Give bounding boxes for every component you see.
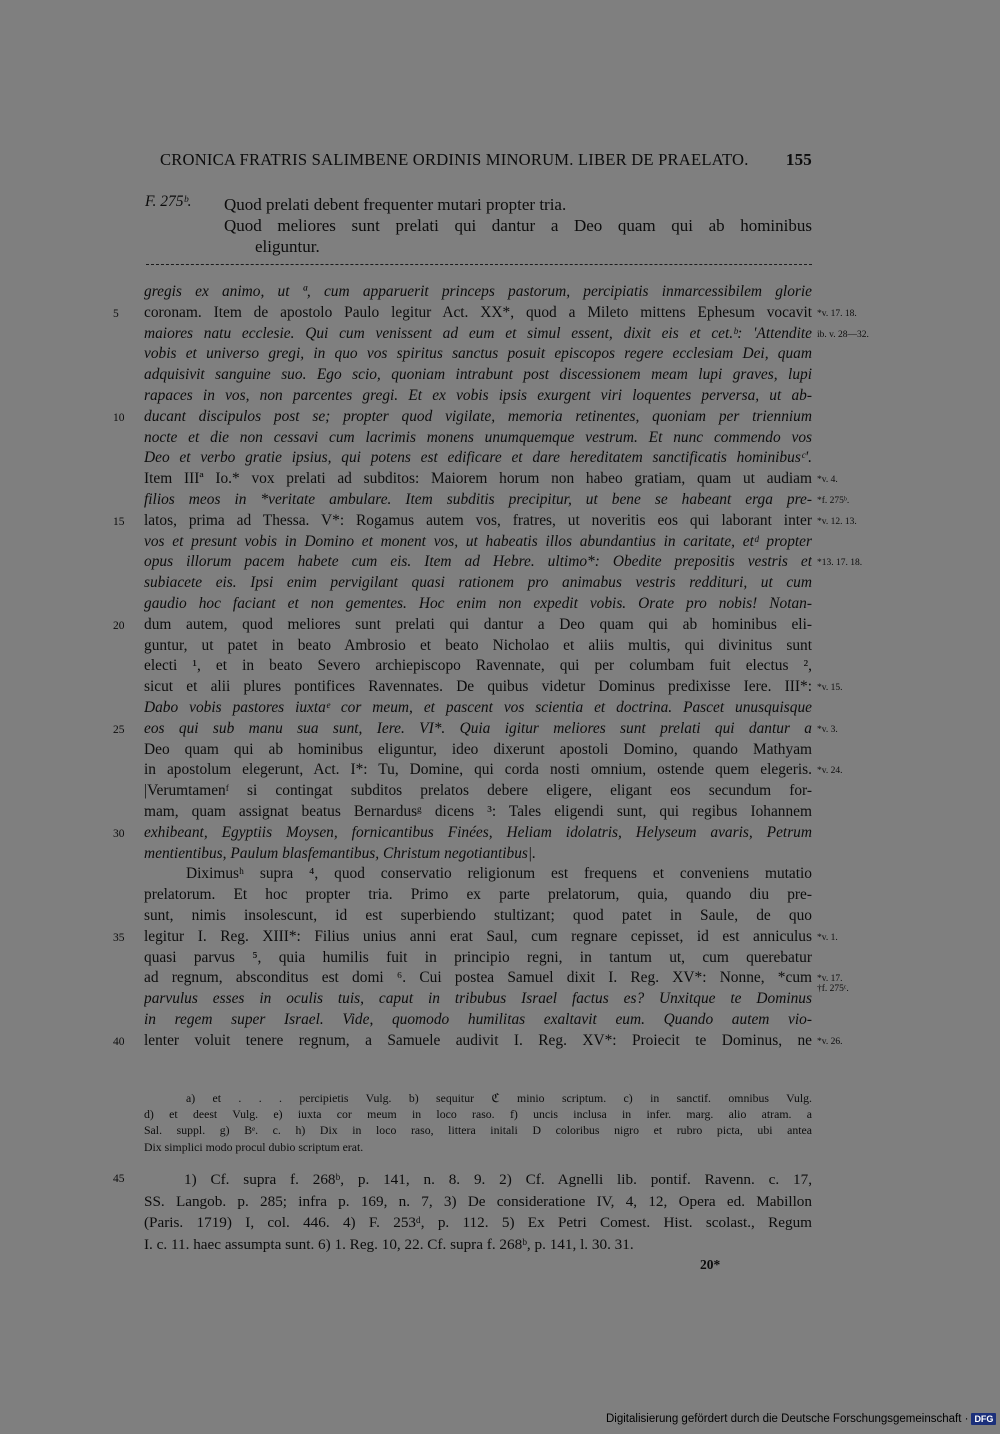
text-line: vobis et universo gregi, in quo vos spiritus sanctus posuit episcopos regere ecclesiam Dei, quam: [144, 345, 812, 363]
critical-apparatus: [144, 1090, 812, 1155]
footnote-line: 1) Cf. supra f. 268ᵇ, p. 141, n. 8. 9. 2) Cf. Agnelli lib. pontif. Ravenn. c. 17,: [184, 1171, 812, 1188]
text-line: Item IIIª Io.* vox prelati ad subditos: Maiorem horum non habeo gratiam, quam ut audiam: [144, 470, 812, 488]
text-line: mentientibus, Paulum blasfemantibus, Christum negotiantibus|.: [144, 844, 536, 862]
text-line: Deo quam qui ab hominibus eliguntur, ideo dixerunt apostoli Domino, quando Mathyam: [144, 740, 812, 758]
running-header: [160, 150, 812, 170]
text-line: nocte et die non cessavi cum lacrimis monens unumquemque vestrum. Et nunc commendo vos: [144, 428, 812, 446]
text-line: sicut et alii plures pontifices Ravennates. De quibus videtur Dominus predixisse Iere. III*:: [144, 678, 812, 696]
margin-note: ib. v. 28—32.: [817, 329, 869, 340]
apparatus-line: Sal. suppl. g) Bᵉ. c. h) Dix in loco raso, littera initali D coloribus nigro et rubro picta, ubi antea: [144, 1123, 812, 1138]
text-line: latos, prima ad Thessa. V*: Rogamus autem vos, fratres, ut noveritis eos qui laborant inter: [144, 511, 812, 529]
margin-note: *v. 15.: [817, 683, 843, 694]
line-number: 5: [113, 307, 119, 320]
text-line: Diximusʰ supra ⁴, quod conservatio religionum est frequens et conveniens mutatio: [186, 865, 812, 883]
text-line: adquisivit sanguine suo. Ego scio, quoniam intrabunt post discessionem meam lupi graves, lupi: [144, 366, 812, 384]
margin-note: *v. 1.: [817, 932, 838, 943]
margin-note: *13. 17. 18.: [817, 558, 863, 569]
margin-note: *f. 275ᵇ.: [817, 496, 850, 506]
text-line: prelatorum. Et hoc propter tria. Primo ex parte prelatorum, quia, quando diu pre-: [144, 886, 812, 904]
footnotes: [144, 1169, 812, 1255]
text-line: opus illorum pacem habete cum eis. Item ad Hebre. ultimo*: Obedite prepositis vestris et: [144, 553, 812, 571]
text-line: electi ¹, et in beato Severo archiepiscopo Ravennate, qui per columbam fuit electus ²,: [144, 657, 812, 675]
folio-reference: F. 275ᵇ.: [145, 193, 192, 210]
text-line: gaudio hoc faciant et non gementes. Hoc enim non expedit vobis. Orate pro nobis! Notan-: [144, 594, 812, 612]
line-number: 35: [113, 931, 125, 944]
page-number: 155: [785, 150, 812, 169]
text-line: mam, quam assignat beatus Bernardusᵍ dicens ³: Tales eligendi sunt, qui regibus Iohannem: [144, 802, 812, 820]
margin-note: †f. 275ᶜ.: [817, 983, 849, 994]
text-line: gregis ex animo, ut ª, cum apparuerit princeps pastorum, percipiatis inmarcessibilem glorie: [144, 283, 812, 300]
dfg-logo: DFG: [971, 1413, 996, 1425]
text-line: rapaces in vos, non parcentes gregi. Et ex vobis ipsis exurgent viri loquentes perversa, ut ab-: [144, 386, 812, 404]
chapter-heading-line-1: Quod prelati debent frequenter mutari propter tria.: [224, 195, 567, 214]
main-text: [144, 282, 812, 1051]
text-line: parvulus esses in oculis tuis, caput in tribubus Israel factus es? Unxitque te Dominus: [144, 990, 812, 1008]
footnote-line: (Paris. 1719) I, col. 446. 4) F. 253ᵈ, p. 112. 5) Ex Petri Comest. Hist. scolast., Regum: [144, 1214, 812, 1232]
running-title: CRONICA FRATRIS SALIMBENE ORDINIS MINORUM. LIBER DE PRAELATO.: [160, 150, 749, 169]
line-number: 30: [113, 827, 125, 840]
margin-note: *v. 26.: [817, 1036, 843, 1047]
text-line: ad regnum, absconditus est domi ⁶. Cui postea Samuel dixit I. Reg. XV*: Nonne, *cum: [144, 969, 812, 987]
apparatus-line: Dix simplici modo procul dubio scriptum erat.: [144, 1139, 364, 1154]
text-line: in apostolum elegerunt, Act. I*: Tu, Domine, qui corda nosti omnium, ostende quem elegeris.: [144, 761, 812, 779]
margin-note: *v. 3.: [817, 724, 838, 735]
signature-mark: 20*: [700, 1257, 721, 1272]
text-line: vos et presunt vobis in Domino et monent vos, ut habeatis illos abundantius in caritate, etᵈ propter: [144, 532, 812, 550]
funding-footer: [606, 1413, 996, 1425]
footnote-line-number: 45: [113, 1173, 125, 1185]
footnote-line: I. c. 11. haec assumpta sunt. 6) 1. Reg. 10, 22. Cf. supra f. 268ᵇ, p. 141, l. 30. 31.: [144, 1235, 634, 1253]
text-line: sunt, nimis insolescunt, id est superbiendo stultizant; quod patet in Saule, de quo: [144, 906, 812, 924]
footnote-line: SS. Langob. p. 285; infra p. 169, n. 7, 3) De consideratione IV, 4, 12, Opera ed. Mabillon: [144, 1192, 812, 1210]
text-line: guntur, ut patet in beato Ambrosio et beato Nicholao et aliis multis, qui divinitus sunt: [144, 636, 812, 654]
text-line: Dabo vobis pastores iuxtaᵉ cor meum, et pascent vos scientia et doctrina. Pascet unusquisque: [144, 698, 812, 716]
text-line: filios meos in *veritate ambulare. Item subditis precipitur, ut bene se habeant erga pre-: [144, 490, 812, 508]
margin-note: *v. 4.: [817, 475, 838, 486]
text-line: coronam. Item de apostolo Paulo legitur Act. XX*, quod a Mileto mittens Ephesum vocavit: [144, 303, 812, 321]
text-line: ducant discipulos post se; propter quod vigilate, memoria retinentes, quoniam per triennium: [144, 407, 812, 425]
text-line: quasi parvus ⁵, quia humilis fuit in principio regni, in tantum ut, cum querebatur: [144, 948, 812, 966]
chapter-heading-line-3: eliguntur.: [255, 237, 320, 256]
footer-text: Digitalisierung gefördert durch die Deutsche Forschungsgemeinschaft ·: [606, 1413, 969, 1425]
text-line: in regem super Israel. Vide, quomodo humilitas exaltavit eum. Quando autem vio-: [144, 1010, 812, 1028]
margin-note: *v. 24.: [817, 766, 843, 777]
text-line: maiores natu ecclesie. Qui cum venissent ad eum et simul essent, dixit eis et cet.ᵇ: 'Attendite: [144, 324, 812, 342]
apparatus-line: a) et . . . percipietis Vulg. b) sequitur ℭ minio scriptum. c) in sanctif. omnibus Vulg.: [186, 1091, 812, 1105]
line-number: 10: [113, 411, 125, 424]
line-number: 20: [113, 619, 125, 632]
text-line: subiacete eis. Ipsi enim pervigilant quasi rationem pro animabus vestris reddituri, ut cum: [144, 574, 812, 592]
text-line: exhibeant, Egyptiis Moysen, fornicantibus Finées, Heliam idolatris, Helyseum avaris, Petrum: [144, 823, 812, 841]
margin-note: *v. 12. 13.: [817, 516, 857, 527]
margin-note: *v. 17.: [817, 974, 843, 985]
text-line: eos qui sub manu sua sunt, Iere. VI*. Quia igitur meliores sunt prelati qui dantur a: [144, 719, 812, 737]
text-line: |Verumtamenᶠ si contingat subditos prelatos debere eligere, eligant eos secundum for-: [144, 782, 812, 800]
text-line: legitur I. Reg. XIII*: Filius unius anni erat Saul, cum regnare cepisset, id est anniculus: [144, 927, 812, 945]
separator-rule: [146, 264, 812, 265]
chapter-heading-line-2: Quod meliores sunt prelati qui dantur a Deo quam qui ab hominibus: [224, 216, 812, 235]
apparatus-line: d) et deest Vulg. e) iuxta cor meum in loco raso. f) uncis inclusa in infer. marg. alio atram. a: [144, 1107, 812, 1122]
line-number: 25: [113, 723, 125, 736]
line-number: 15: [113, 515, 125, 528]
margin-note: *v. 17. 18.: [817, 308, 857, 319]
text-line: lenter voluit tenere regnum, a Samuele audivit I. Reg. XV*: Proiecit te Dominus, ne: [144, 1031, 812, 1049]
text-line: Deo et verbo gratie ipsius, qui potens est edificare et dare hereditatem sanctificatis hominibusᶜ'.: [144, 449, 812, 467]
text-line: dum autem, quod meliores sunt prelati qui dantur a Deo quam qui ab hominibus eli-: [144, 615, 812, 633]
line-number: 40: [113, 1035, 125, 1048]
